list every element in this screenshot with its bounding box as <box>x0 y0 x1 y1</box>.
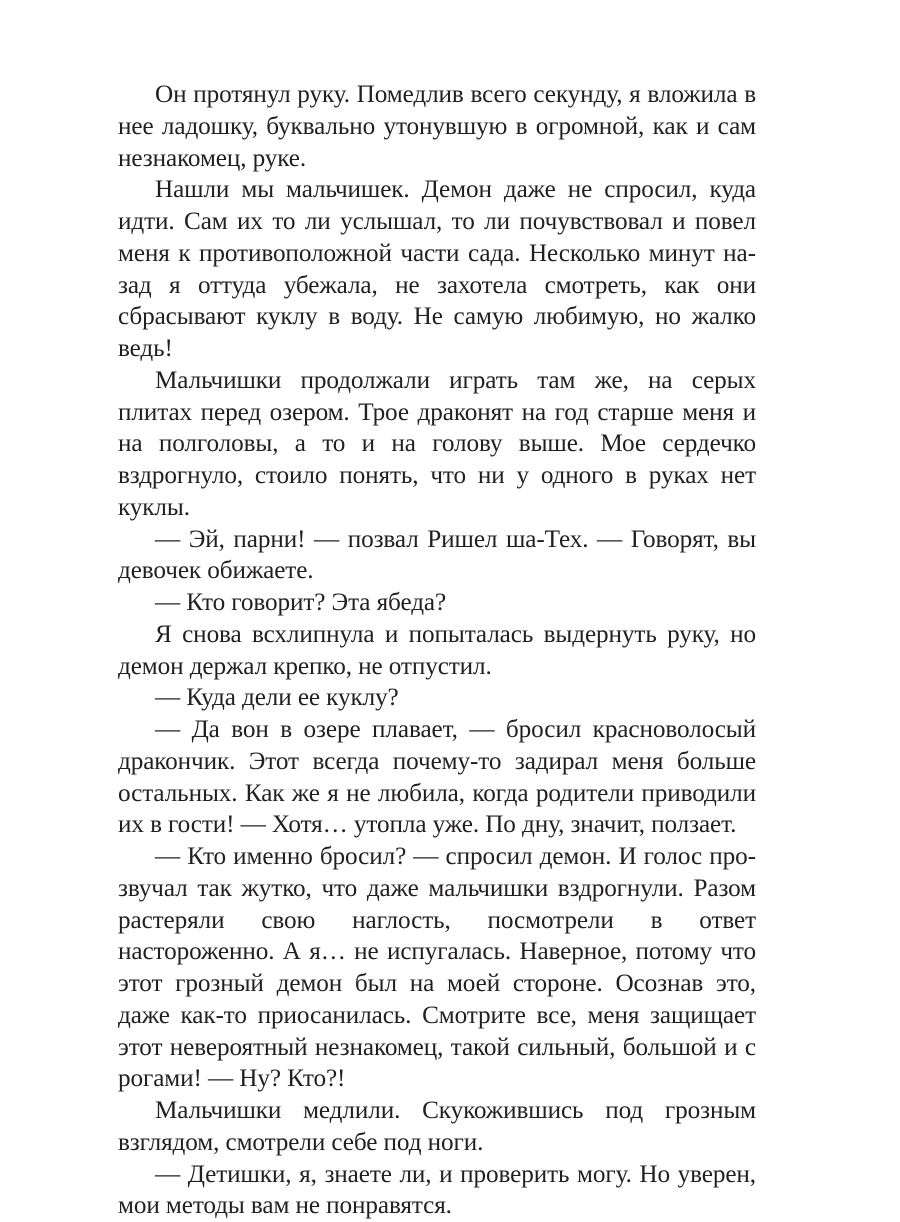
paragraph: Он протянул руку. Помедлив всего секунду, я вложила в нее ладошку, буквально утонувшую в огромной, как и сам незнакомец, руке. <box>118 79 756 174</box>
dialogue-line: — Куда дели ее куклу? <box>118 682 756 714</box>
dialogue-line: — Эй, парни! — позвал Ришел ша-Тех. — Говорят, вы девочек обижаете. <box>118 524 756 588</box>
paragraph: Я снова всхлипнула и попыталась выдернуть руку, но демон держал крепко, не отпустил. <box>118 619 756 683</box>
book-page <box>118 79 756 1222</box>
paragraph: Мальчишки медлили. Скукожившись под грозным взглядом, смотрели себе под ноги. <box>118 1095 756 1159</box>
paragraph: Мальчишки продолжали играть там же, на серых плитах перед озером. Трое драконят на год старше меня и на полголовы, а то и на голову выше. Мое сердечко вздрогнуло, стоило понять, что ни у одного в руках нет куклы. <box>118 365 756 524</box>
dialogue-line: — Детишки, я, знаете ли, и проверить могу. Но уверен, мои методы вам не понравятся. <box>118 1159 756 1222</box>
paragraph: Нашли мы мальчишек. Демон даже не спросил, куда идти. Сам их то ли услышал, то ли почувствовал и повел меня к противоположной части сада. Несколько минут назад я оттуда убежала, не захотела смотреть, как они сбрасывают куклу в воду. Не самую любимую, но жалко ведь! <box>118 174 756 365</box>
dialogue-line: — Кто именно бросил? — спросил демон. И голос прозвучал так жутко, что даже мальчишки вздрогнули. Разом растеряли свою наглость, посмотрели в ответ настороженно. А я… не испугалась. Наверное, потому что этот грозный демон был на моей стороне. Осознав это, даже как-то приосанилась. Смотрите все, меня защищает этот невероятный незнакомец, такой сильный, большой и с рогами! — Ну? Кто?! <box>118 841 756 1095</box>
dialogue-line: — Да вон в озере плавает, — бросил красноволосый дракончик. Этот всегда почему-то задирал меня больше остальных. Как же я не любила, когда родители приводили их в гости! — Хотя… утопла уже. По дну, значит, ползает. <box>118 714 756 841</box>
dialogue-line: — Кто говорит? Эта ябеда? <box>118 587 756 619</box>
